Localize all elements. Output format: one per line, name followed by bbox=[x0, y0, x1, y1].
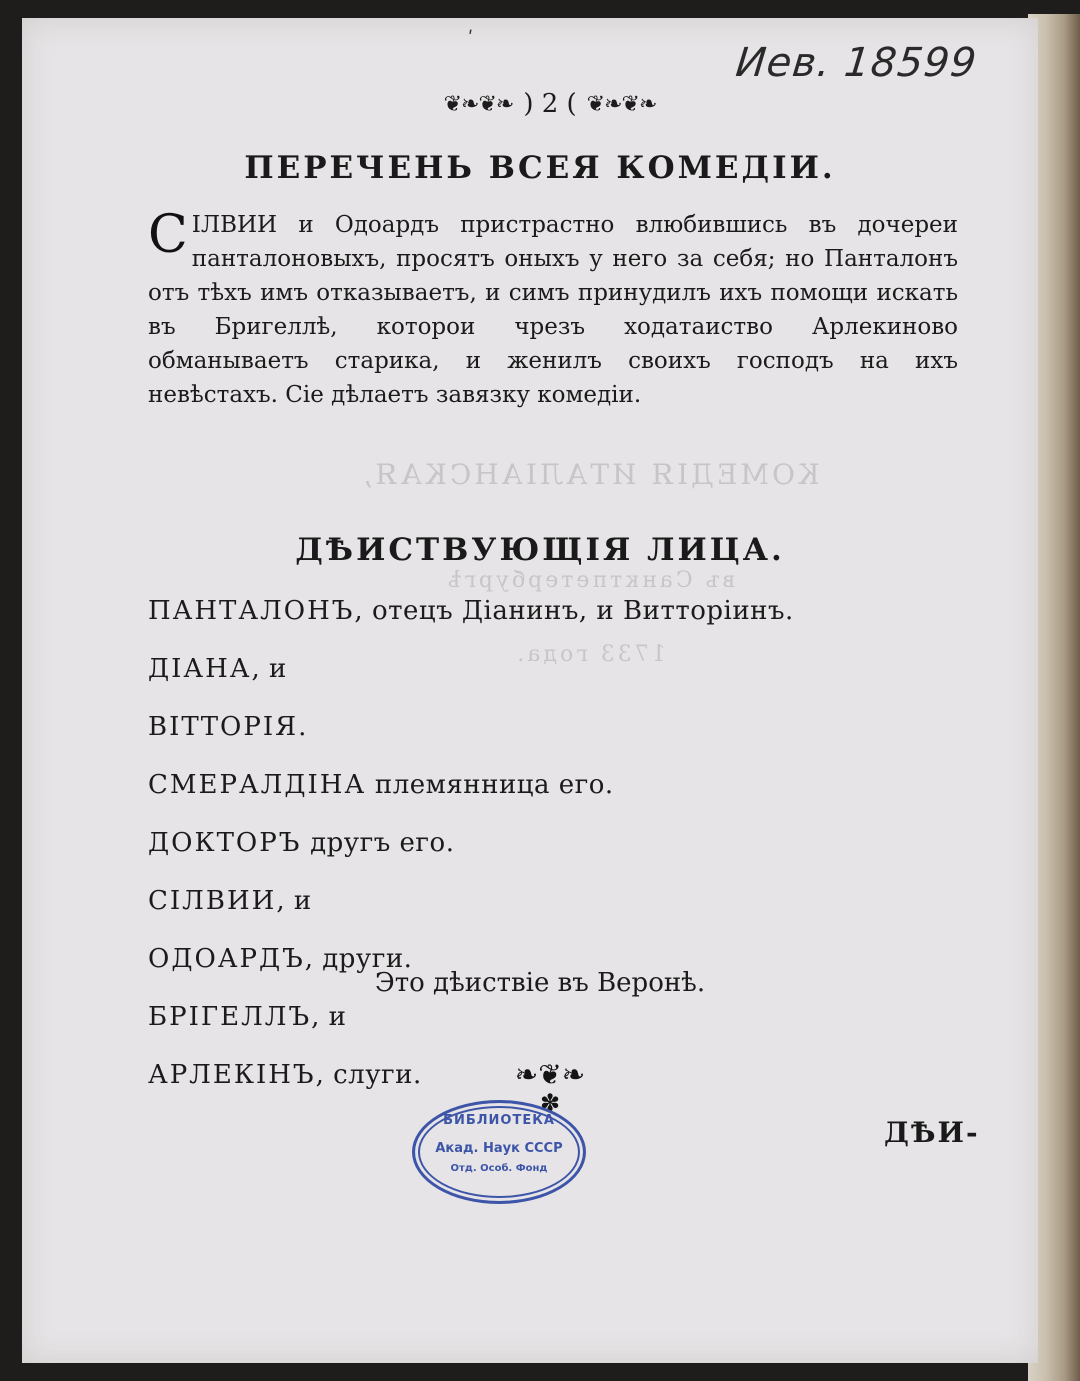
cast-heading: ДѢИСТВУЮЩІЯ ЛИЦА. bbox=[295, 532, 785, 568]
cast-role: племянница его. bbox=[366, 770, 614, 800]
cast-role: , слуги. bbox=[315, 1060, 422, 1090]
cast-name: ДОКТОРЪ bbox=[148, 828, 302, 858]
cast-item bbox=[148, 814, 794, 872]
left-ornament-icon: ❦❧❦❧ bbox=[443, 91, 514, 117]
page-number: ) 2 ( bbox=[523, 89, 577, 119]
page-title: ПЕРЕЧЕНЬ ВСЕЯ КОМЕДІИ. bbox=[244, 150, 836, 186]
cast-name: ОДОАРДЪ bbox=[148, 944, 305, 974]
cast-item bbox=[148, 698, 794, 756]
bleed-through-text: въ Санктпетербургѣ bbox=[445, 568, 735, 593]
cast-role: , и bbox=[251, 654, 287, 684]
running-head bbox=[420, 84, 680, 124]
cast-item bbox=[148, 1046, 794, 1104]
drop-cap: С bbox=[148, 205, 188, 265]
ink-tick-mark: ʹ bbox=[468, 28, 474, 49]
right-ornament-icon: ❦❧❦❧ bbox=[586, 91, 657, 117]
tailpiece-top-icon: ❧❦❧ bbox=[514, 1058, 586, 1091]
cast-item bbox=[148, 640, 794, 698]
cast-name: СІЛВИИ bbox=[148, 886, 277, 916]
cast-name: АРЛЕКІНЪ bbox=[148, 1060, 316, 1090]
cast-role: , други. bbox=[304, 944, 413, 974]
cast-item bbox=[148, 756, 794, 814]
accession-number: Иев. 18599 bbox=[733, 40, 980, 86]
cast-name: ВІТТОРІЯ. bbox=[148, 712, 309, 742]
setting-line: Это дѣиствіе въ Веронѣ. bbox=[374, 968, 706, 998]
cast-item bbox=[148, 582, 794, 640]
cast-role: , и bbox=[311, 1002, 347, 1032]
cast-role: другъ его. bbox=[301, 828, 455, 858]
cast-role: , отецъ Діанинъ, и Витторіинъ. bbox=[354, 596, 794, 626]
cast-list bbox=[148, 582, 794, 1104]
cast-item bbox=[148, 872, 794, 930]
stamp-line: БИБЛИОТЕКА bbox=[443, 1113, 555, 1128]
summary-paragraph bbox=[148, 205, 958, 412]
library-stamp bbox=[412, 1100, 586, 1204]
bleed-through-text: 1733 года. bbox=[514, 642, 666, 667]
bleed-through-text: КОМЕДІЯ ИТАЛІАНСКАЯ, bbox=[360, 458, 820, 491]
catchword: ДѢИ- bbox=[884, 1116, 980, 1149]
cast-role: , и bbox=[276, 886, 312, 916]
cast-name: ПАНТАЛОНЪ bbox=[148, 596, 355, 626]
stamp-line: Акад. Наук СССР bbox=[435, 1141, 563, 1156]
cast-name: СМЕРАЛДІНА bbox=[148, 770, 367, 800]
stamp-line: Отд. Особ. Фонд bbox=[450, 1163, 548, 1174]
cast-name: ДІАНА bbox=[148, 654, 252, 684]
summary-text: ІЛВИИ и Одоардъ пристрастно влюбившись въ дочереи панталоновыхъ, просятъ оныхъ у него за себя; но Панталонъ отъ тѣхъ имъ отказываетъ, и симъ принудилъ ихъ помощи искать въ Бригеллѣ, которои чрезъ ходатаиство Арлекиново обманываетъ старика, и женилъ своихъ господъ на ихъ невѣстахъ. Сіе дѣлаетъ завязку комедіи. bbox=[148, 212, 958, 408]
cast-name: БРІГЕЛЛЪ bbox=[148, 1002, 312, 1032]
tailpiece-bottom-icon: ✽ bbox=[539, 1089, 561, 1117]
